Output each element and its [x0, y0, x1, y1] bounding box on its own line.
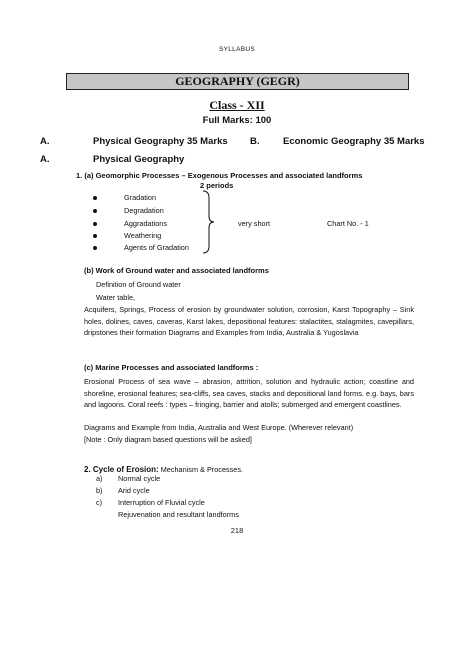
topic1-heading: 1. (a) Geomorphic Processes – Exogenous Processes and associated landforms [76, 171, 363, 180]
marks-a-text: Physical Geography 35 Marks [93, 136, 228, 147]
bullet-dot [93, 234, 97, 238]
marks-a-letter: A. [40, 136, 50, 147]
curly-brace-icon [200, 190, 216, 254]
bullet-item: Aggradations [124, 219, 168, 228]
topic-c-diagrams: Diagrams and Example from India, Australia and West Europe. (Wherever relevant) [84, 423, 354, 432]
topic-c-heading: (c) Marine Processes and associated landforms : [84, 363, 259, 372]
section-a-title: Physical Geography [93, 154, 185, 165]
topic2-extra: Rejuvenation and resultant landforms [118, 510, 239, 519]
topic2-item-text: Arid cycle [118, 486, 150, 495]
class-label: Class - XII [209, 98, 265, 112]
full-marks: Full Marks: 100 [202, 115, 272, 126]
bullet-dot [93, 246, 97, 250]
marks-b-text: Economic Geography 35 Marks [283, 136, 425, 147]
page-number: 218 [230, 526, 244, 535]
page-header: SYLLABUS [218, 46, 255, 53]
bullet-item: Gradation [124, 193, 157, 202]
bullet-item: Agents of Gradation [124, 243, 189, 252]
bullet-dot [93, 209, 97, 213]
topic2-item-letter: b) [96, 486, 103, 495]
topic2-item-letter: a) [96, 474, 103, 483]
bullet-item: Weathering [124, 231, 162, 240]
topic-b-paragraph: Acquifers, Springs, Process of erosion by groundwater solution, corrosion, Karst Topography – Sink holes, dolines, caves, caveras, Karst lakes, depositional features: stalactites, stalagmites, cavepillars, dripstones their formation Diagrams and Examples from India, Australia & Yugoslavia [84, 305, 414, 337]
bullet-dot [93, 196, 97, 200]
topic2-item-text: Normal cycle [118, 474, 161, 483]
page-title: GEOGRAPHY (GEGR) [175, 74, 300, 88]
topic-b-line: Water table, [96, 293, 136, 302]
topic1-chart: Chart No. - 1 [327, 219, 369, 228]
topic-b-line: Definition of Ground water [96, 280, 181, 289]
topic-b-heading: (b) Work of Ground water and associated landforms [84, 266, 269, 275]
topic2-item-text: Interruption of Fluvial cycle [118, 498, 205, 507]
topic2-heading-bold: 2. Cycle of Erosion: [84, 465, 159, 474]
title-box [66, 73, 409, 90]
topic2-item-letter: c) [96, 498, 103, 507]
section-a-letter: A. [40, 154, 50, 165]
topic2-heading-rest: Mechanism & Processes. [158, 465, 244, 474]
marks-b-letter: B. [250, 136, 260, 147]
topic1-periods: 2 periods [200, 181, 234, 190]
topic1-note-type: very short [238, 219, 271, 228]
topic2-heading [84, 459, 243, 477]
topic-c-note: [Note : Only diagram based questions will be asked] [84, 435, 252, 444]
topic-c-paragraph: Erosional Process of sea wave – abrasion, attrition, solution and hydraulic action; coastline and shoreline, erosional features; sea-cliffs, sea caves, stacks and depositional land forms. e.g. bays, bars and lagoons. Coral reefs : types – fringing, barrier and atolls; submerged and emergent coastlines. [84, 377, 414, 409]
bullet-dot [93, 222, 97, 226]
bullet-item: Degradation [124, 206, 164, 215]
